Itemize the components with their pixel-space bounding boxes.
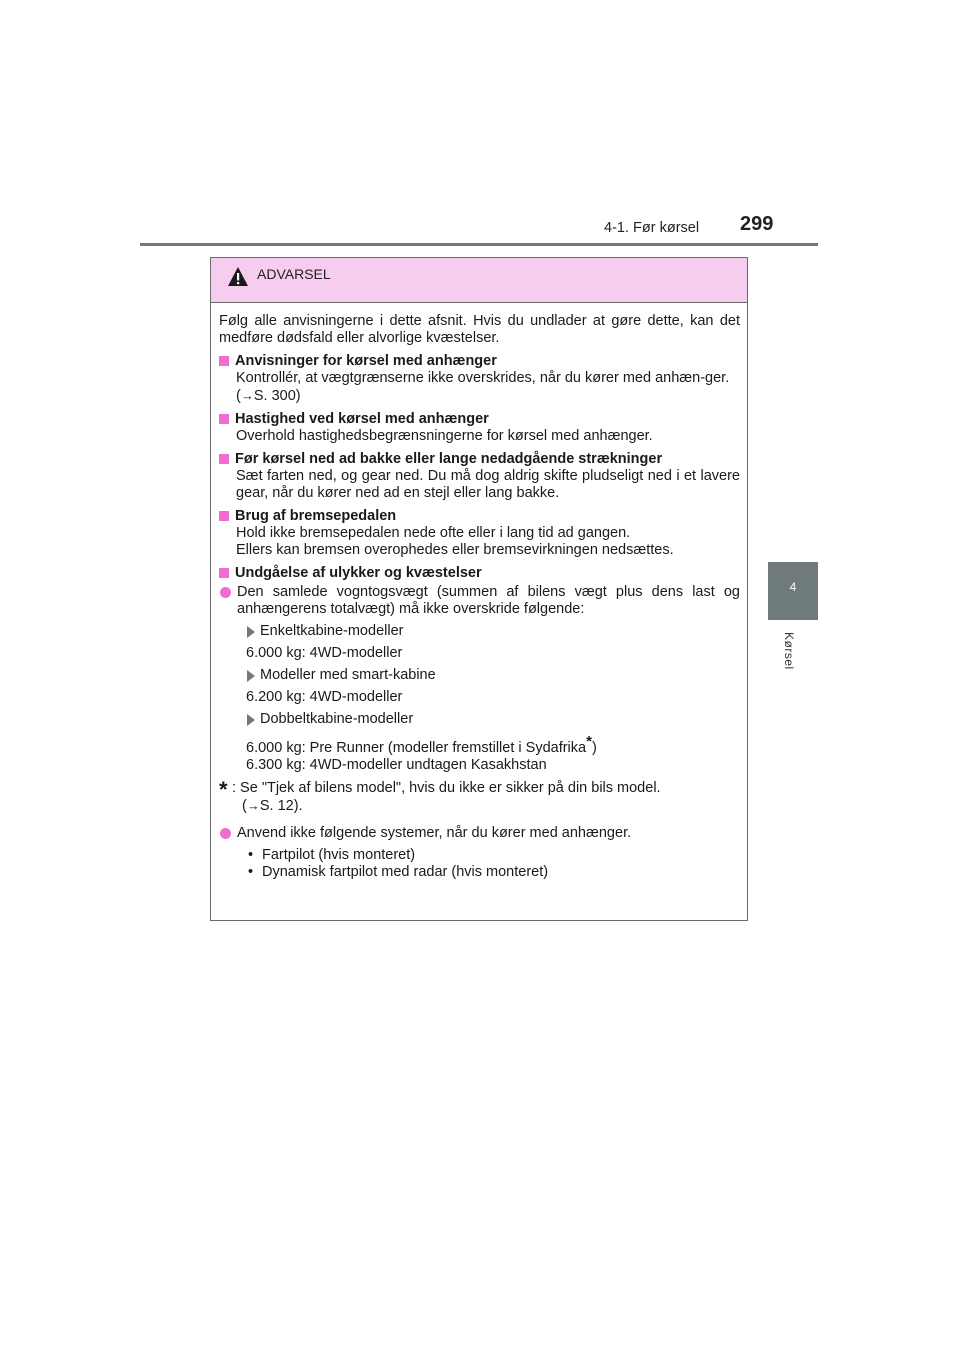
warning-intro: Følg alle anvisningerne i dette afsnit. Hvis du undlader at gøre dette, kan det medføre dødsfald eller alvorlige kvæstelser. (219, 313, 740, 346)
weight-value: 6.200 kg: 4WD-modeller (246, 689, 403, 705)
section-title: 4-1. Før kørsel (604, 220, 700, 236)
section-bullet-icon (219, 356, 229, 366)
section-downhill (219, 451, 740, 502)
list-item: • Dynamisk fartpilot med radar (hvis monteret) (248, 863, 549, 880)
circle-bullet-icon (220, 828, 231, 839)
footnote-text: : Se "Tjek af bilens model", hvis du ikke er sikker på din bils model. (232, 779, 661, 796)
circle-bullet-icon (220, 587, 231, 598)
section-text: Kontrollér, at vægtgrænserne ikke overskrides, når du kører med anhæn-ger. (236, 370, 730, 386)
section-heading: Før kørsel ned ad bakke eller lange nedadgående strækninger (235, 451, 663, 467)
header-divider (140, 243, 818, 246)
triangle-right-icon (247, 670, 255, 682)
weight-limit-text: Den samlede vogntogsvægt (summen af bilens vægt plus dens last og anhængerens totalvægt) må ikke overskride følgende: (237, 584, 740, 617)
footnote-marker: * (586, 733, 592, 750)
section-text: Sæt farten ned, og gear ned. Du må dog aldrig skifte pludseligt ned i et lavere gear, når du kører ned ad en stejl eller lang bakke. (236, 468, 740, 501)
page-reference[interactable]: (→S. 12). (242, 797, 303, 814)
section-heading: Undgåelse af ulykker og kvæstelser (235, 565, 482, 581)
section-heading: Hastighed ved kørsel med anhænger (235, 411, 489, 427)
triangle-right-icon (247, 626, 255, 638)
triangle-right-icon (247, 714, 255, 726)
weight-value: 6.000 kg: Pre Runner (modeller fremstillet i Sydafrika*) (246, 733, 597, 756)
arrow-right-icon: → (246, 797, 260, 813)
warning-title: ADVARSEL (257, 266, 331, 282)
systems-item (219, 825, 740, 842)
model-heading: Modeller med smart-kabine (219, 667, 740, 684)
weight-value: 6.000 kg: 4WD-modeller (246, 645, 403, 661)
section-accident-avoidance (219, 565, 740, 881)
arrow-right-icon: → (240, 388, 254, 403)
chapter-tab-number: 4 (789, 580, 797, 594)
page-number: 299 (740, 213, 774, 235)
systems-list (219, 847, 740, 881)
section-text: Overhold hastighedsbegrænsningerne for kørsel med anhænger. (236, 428, 653, 444)
section-text: Hold ikke bremsepedalen nede ofte eller i lang tid ad gangen. (236, 525, 631, 541)
chapter-tab-label: Kørsel (782, 632, 796, 670)
section-bullet-icon (219, 568, 229, 578)
list-item: • Fartpilot (hvis monteret) (248, 846, 416, 863)
model-heading: Enkeltkabine-modeller (219, 623, 740, 640)
warning-body (211, 313, 747, 881)
weight-limit-item (219, 584, 740, 618)
weight-value: 6.300 kg: 4WD-modeller undtagen Kasakhstan (246, 756, 547, 773)
systems-text: Anvend ikke følgende systemer, når du kører med anhænger. (237, 824, 632, 841)
section-brake-pedal (219, 508, 740, 559)
model-heading: Dobbeltkabine-modeller (219, 711, 740, 728)
footnote (219, 776, 740, 815)
section-bullet-icon (219, 511, 229, 521)
section-heading: Anvisninger for kørsel med anhænger (235, 353, 497, 369)
warning-box (210, 257, 748, 921)
warning-triangle-icon (227, 266, 249, 288)
footnote-star: * (219, 776, 228, 802)
section-heading: Brug af bremsepedalen (235, 508, 397, 524)
section-bullet-icon (219, 414, 229, 424)
page-reference[interactable]: (→S. 300) (236, 388, 301, 404)
warning-header (211, 258, 747, 303)
section-trailer-speed (219, 411, 740, 445)
section-trailer-instructions (219, 353, 740, 405)
section-text: Ellers kan bremsen overophedes eller bremsevirkningen nedsættes. (236, 542, 674, 558)
section-bullet-icon (219, 454, 229, 464)
